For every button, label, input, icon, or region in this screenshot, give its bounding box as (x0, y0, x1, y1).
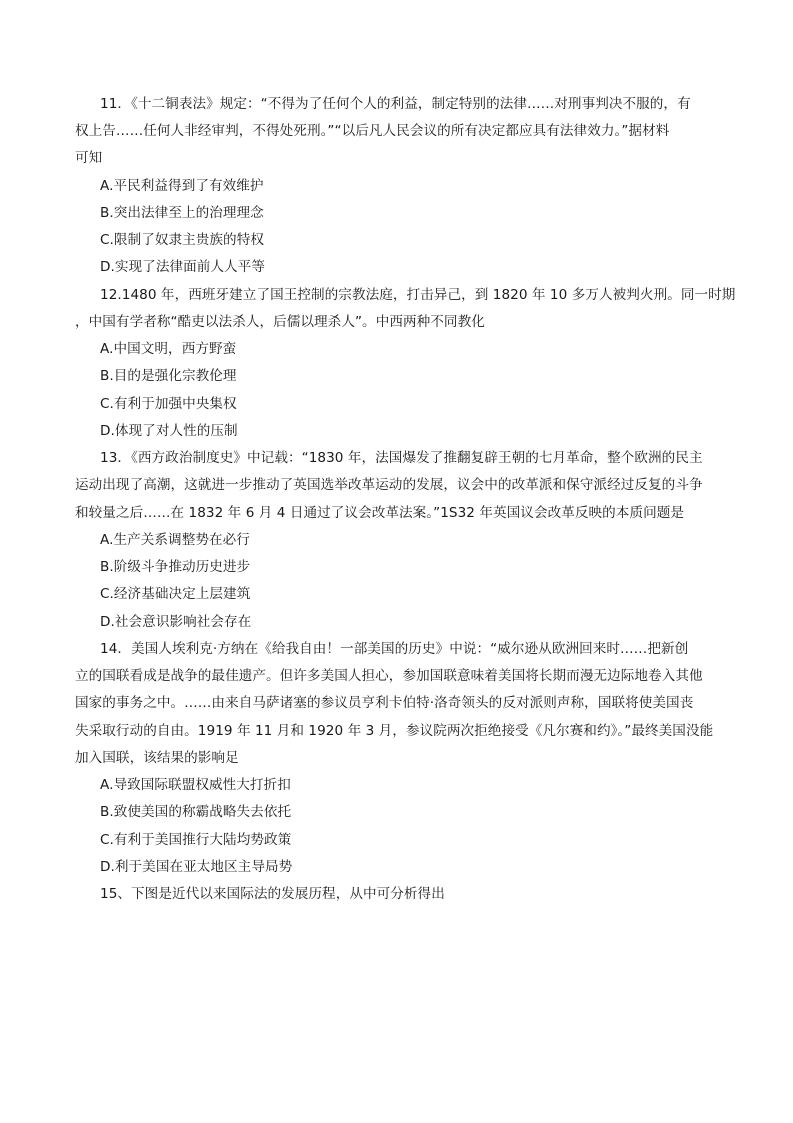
question-14-stem-line: 14．美国人埃利克·方纳在《给我自由！一部美国的历史》中说：“威尔逊从欧洲回来时……把新创 (100, 641, 689, 657)
question-12-option-b: B.目的是强化宗教伦理 (100, 368, 237, 384)
question-13-stem-line: 13．《西方政治制度史》中记载：“1830 年，法国爆发了推翻复辟王朝的七月革命，整个欧洲的民主 (100, 450, 703, 466)
question-12-option-d: D.体现了对人性的压制 (100, 423, 238, 439)
question-14-stem-line: 失采取行动的自由。1919 年 11 月和 1920 年 3 月，参议院两次拒绝接受《凡尔赛和约》。”最终美国没能 (75, 723, 714, 739)
question-11-stem-line: 可知 (75, 150, 103, 166)
question-15-stem-line: 15、下图是近代以来国际法的发展历程，从中可分析得出 (100, 886, 445, 902)
question-13-stem-line: 和较量之后……在 1832 年 6 月 4 日通过了议会改革法案。”1S32 年英国议会改革反映的本质问题是 (75, 505, 685, 521)
question-12-stem-line: ，中国有学者称“酷吏以法杀人，后儒以理杀人”。中西两种不同教化 (75, 314, 485, 330)
question-12-option-a: A.中国文明，西方野蛮 (100, 341, 237, 357)
question-13-option-a: A.生产关系调整势在必行 (100, 532, 250, 548)
question-14-option-d: D.利于美国在亚太地区主导局势 (100, 859, 293, 875)
question-12-stem-line: 12.1480 年，西班牙建立了国王控制的宗教法庭，打击异己，到 1820 年 10 多万人被判火刑。同一时期 (100, 287, 736, 303)
question-14-stem-line: 立的国联看成是战争的最佳遗产。但许多美国人担心，参加国联意味着美国将长期而漫无边际地卷入其他 (75, 668, 703, 684)
question-13-option-d: D.社会意识影响社会存在 (100, 614, 252, 630)
question-14-option-b: B.致使美国的称霸战略失去依托 (100, 804, 292, 820)
question-11-option-c: C.限制了奴隶主贵族的特权 (100, 232, 264, 248)
question-11-stem-line: 11．《十二铜表法》规定：“不得为了任何个人的利益，制定特别的法律……对刑事判决不服的，有 (100, 96, 691, 112)
question-13-option-c: C.经济基础决定上层建筑 (100, 586, 251, 602)
question-14-option-a: A.导致国际联盟权威性大打折扣 (100, 777, 291, 793)
question-11-option-b: B.突出法律至上的治理理念 (100, 205, 264, 221)
question-11-option-d: D.实现了法律面前人人平等 (100, 259, 265, 275)
question-11-stem-line: 权上告……任何人非经审判，不得处死刑。”“以后凡人民会议的所有决定都应具有法律效力。”据材料 (75, 123, 670, 139)
question-13-option-b: B.阶级斗争推动历史进步 (100, 559, 251, 575)
question-14-stem-line: 加入国联，该结果的影响足 (75, 750, 239, 766)
question-11-option-a: A.平民利益得到了有效维护 (100, 178, 264, 194)
question-14-option-c: C.有利于美国推行大陆均势政策 (100, 832, 292, 848)
question-12-option-c: C.有利于加强中央集权 (100, 396, 237, 412)
question-13-stem-line: 运动出现了高潮，这就进一步推动了英国选举改革运动的发展，议会中的改革派和保守派经过反复的斗争 (75, 477, 703, 493)
question-14-stem-line: 国家的事务之中。……由来自马萨诸塞的参议员亨利卡伯特·洛奇领头的反对派则声称，国联将使美国丧 (75, 695, 694, 711)
